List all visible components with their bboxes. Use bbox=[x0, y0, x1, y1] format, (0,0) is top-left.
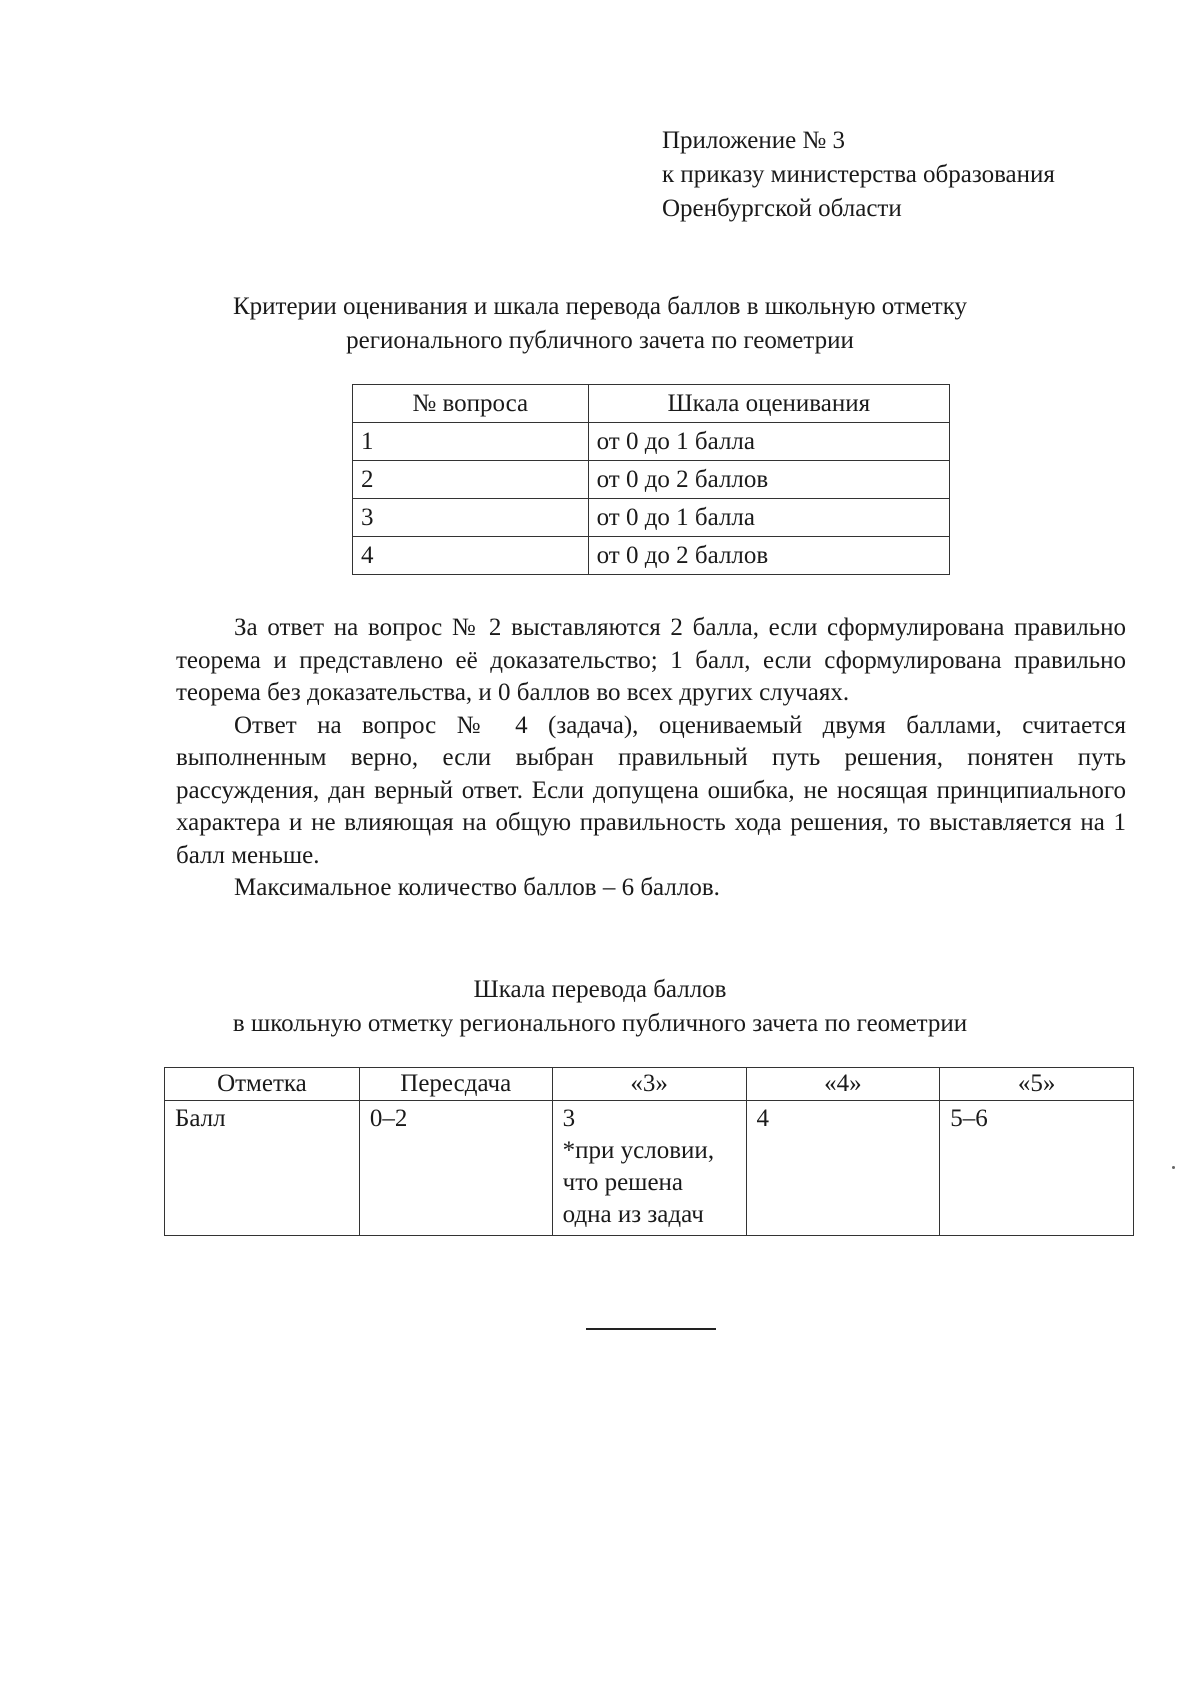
question-number-cell: 2 bbox=[353, 461, 589, 499]
grade-table-header-row bbox=[165, 1068, 1134, 1101]
criteria-table-header-row bbox=[353, 385, 950, 423]
criteria-header-scale: Шкала оценивания bbox=[588, 385, 949, 423]
grade-header-5: «5» bbox=[940, 1068, 1134, 1101]
grade-table bbox=[164, 1067, 1134, 1236]
grade-4-score-cell: 4 bbox=[746, 1101, 940, 1236]
paragraph-question-4: Ответ на вопрос № 4 (задача), оцениваемый двумя баллами, считается выполненным верно, если выбран правильный путь решения, понятен путь рассуждения, дан верный ответ. Если допущена ошибка, не носящая принципиального характера и не влияющая на общую правильность хода решения, то выставляется на 1 балл меньше. bbox=[176, 711, 1126, 869]
criteria-table bbox=[352, 384, 950, 575]
appendix-line-3: Оренбургской области bbox=[662, 195, 902, 222]
grade-3-value: 3 bbox=[562, 1105, 576, 1132]
score-range-cell: от 0 до 2 баллов bbox=[588, 461, 949, 499]
title-line-1: Критерии оценивания и шкала перевода баллов в школьную отметку bbox=[232, 293, 968, 320]
table-row bbox=[353, 537, 950, 575]
grade-scale-title-line-2: в школьную отметку регионального публичного зачета по геометрии bbox=[232, 1010, 968, 1037]
retake-score-cell: 0–2 bbox=[359, 1101, 552, 1236]
criteria-header-question: № вопроса bbox=[353, 385, 589, 423]
question-number-cell: 4 bbox=[353, 537, 589, 575]
end-divider bbox=[586, 1328, 716, 1330]
body-text bbox=[176, 612, 1126, 905]
grade-3-score-cell bbox=[552, 1101, 746, 1236]
grade-3-note: *при условии, что решена одна из задач bbox=[562, 1137, 715, 1228]
document-title bbox=[0, 290, 1200, 358]
title-line-2: регионального публичного зачета по геометрии bbox=[346, 327, 854, 354]
score-range-cell: от 0 до 1 балла bbox=[588, 499, 949, 537]
grade-header-retake: Пересдача bbox=[359, 1068, 552, 1101]
grade-scale-title bbox=[0, 973, 1200, 1041]
table-row bbox=[165, 1101, 1134, 1236]
question-number-cell: 3 bbox=[353, 499, 589, 537]
grade-header-mark: Отметка bbox=[165, 1068, 360, 1101]
scan-speck bbox=[1172, 1166, 1175, 1169]
appendix-header bbox=[662, 124, 1055, 226]
table-row bbox=[353, 423, 950, 461]
appendix-line-2: к приказу министерства образования bbox=[662, 161, 1055, 188]
table-row bbox=[353, 499, 950, 537]
grade-scale-title-line-1: Шкала перевода баллов bbox=[473, 976, 727, 1003]
grade-header-4: «4» bbox=[746, 1068, 940, 1101]
score-label-cell: Балл bbox=[165, 1101, 360, 1236]
score-range-cell: от 0 до 2 баллов bbox=[588, 537, 949, 575]
paragraph-question-2: За ответ на вопрос № 2 выставляются 2 балла, если сформулирована правильно теорема и представлено её доказательство; 1 балл, если сформулирована правильно теорема без доказательства, и 0 баллов во всех других случаях. bbox=[176, 614, 1126, 706]
paragraph-max-score: Максимальное количество баллов – 6 баллов. bbox=[234, 874, 720, 901]
grade-header-3: «3» bbox=[552, 1068, 746, 1101]
table-row bbox=[353, 461, 950, 499]
score-range-cell: от 0 до 1 балла bbox=[588, 423, 949, 461]
question-number-cell: 1 bbox=[353, 423, 589, 461]
grade-5-score-cell: 5–6 bbox=[940, 1101, 1134, 1236]
appendix-line-1: Приложение № 3 bbox=[662, 127, 846, 154]
